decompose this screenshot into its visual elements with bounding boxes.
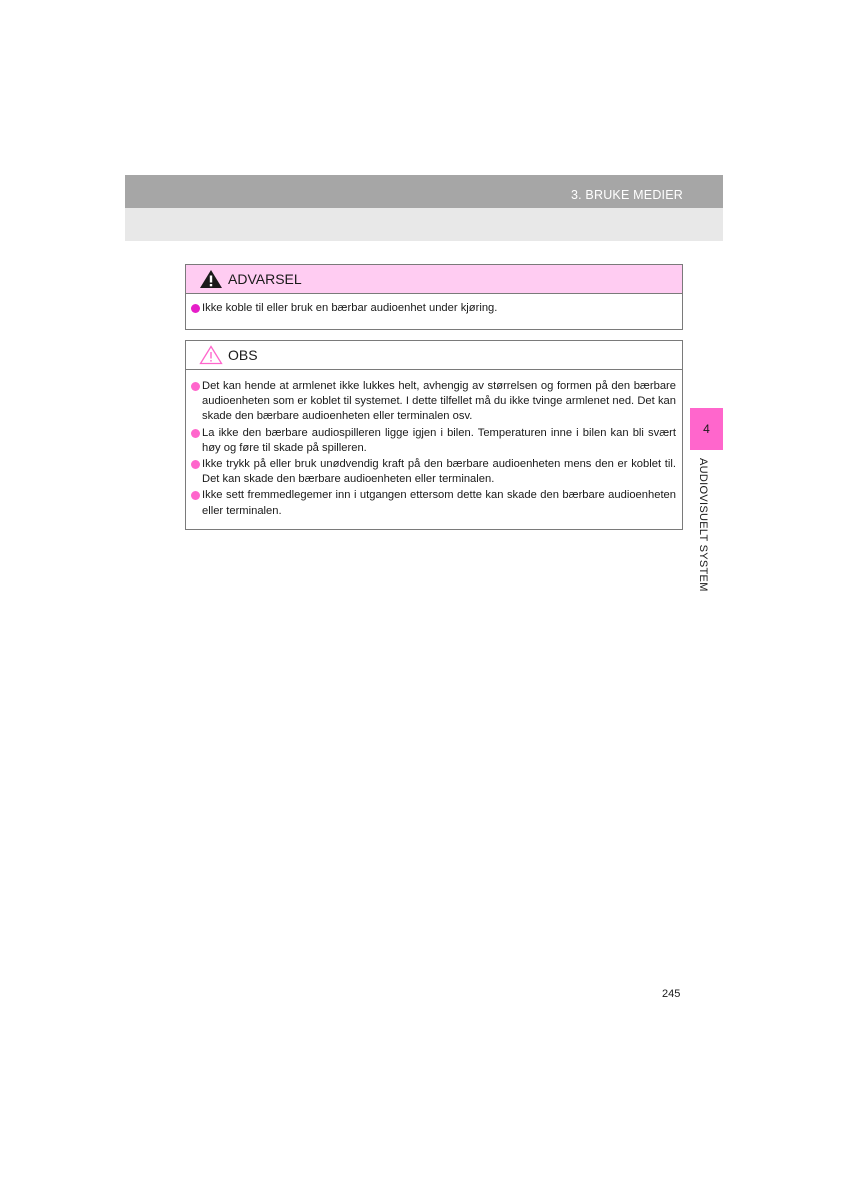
bullet-icon <box>191 382 200 391</box>
bullet-icon <box>191 304 200 313</box>
warning-text: Ikke koble til eller bruk en bærbar audioenhet under kjøring. <box>202 302 498 314</box>
notice-text: Det kan hende at armlenet ikke lukkes helt, avhengig av størrelsen og formen på den bærbare audioenheten som er koblet til systemet. I dette tilfellet må du ikke tvinge armlenet ned. Det kan skade den bærbare audioenheten eller terminalen osv. <box>202 380 676 423</box>
section-title: 3. BRUKE MEDIER <box>570 188 683 202</box>
notice-box-body <box>186 370 682 519</box>
section-header-bar <box>125 175 723 208</box>
chapter-number: 4 <box>703 422 710 436</box>
warning-triangle-outline-icon <box>199 345 223 365</box>
list-item <box>191 426 676 456</box>
list-item <box>191 301 676 316</box>
section-header-subbar <box>125 208 723 241</box>
bullet-icon <box>191 460 200 469</box>
bullet-icon <box>191 429 200 438</box>
notice-box-header <box>186 341 682 370</box>
chapter-label: AUDIOVISUELT SYSTEM <box>697 458 709 592</box>
warning-title: ADVARSEL <box>228 271 302 287</box>
notice-text: Ikke trykk på eller bruk unødvendig kraft på den bærbare audioenheten mens den er koblet til. Det kan skade den bærbare audioenheten eller terminalen. <box>202 458 676 486</box>
notice-box <box>185 340 683 530</box>
list-item <box>191 457 676 487</box>
warning-box-body <box>186 294 682 316</box>
bullet-icon <box>191 491 200 500</box>
list-item <box>191 379 676 425</box>
notice-title: OBS <box>228 347 258 363</box>
notice-text: Ikke sett fremmedlegemer inn i utgangen ettersom dette kan skade den bærbare audioenheten eller terminalen. <box>202 489 676 517</box>
warning-box <box>185 264 683 330</box>
warning-triangle-filled-icon <box>199 269 223 289</box>
notice-text: La ikke den bærbare audiospilleren ligge igjen i bilen. Temperaturen inne i bilen kan bli svært høy og føre til skade på spilleren. <box>202 426 676 454</box>
warning-box-header <box>186 265 682 294</box>
page-number: 245 <box>662 988 681 1000</box>
chapter-tab <box>690 408 723 450</box>
list-item <box>191 488 676 518</box>
